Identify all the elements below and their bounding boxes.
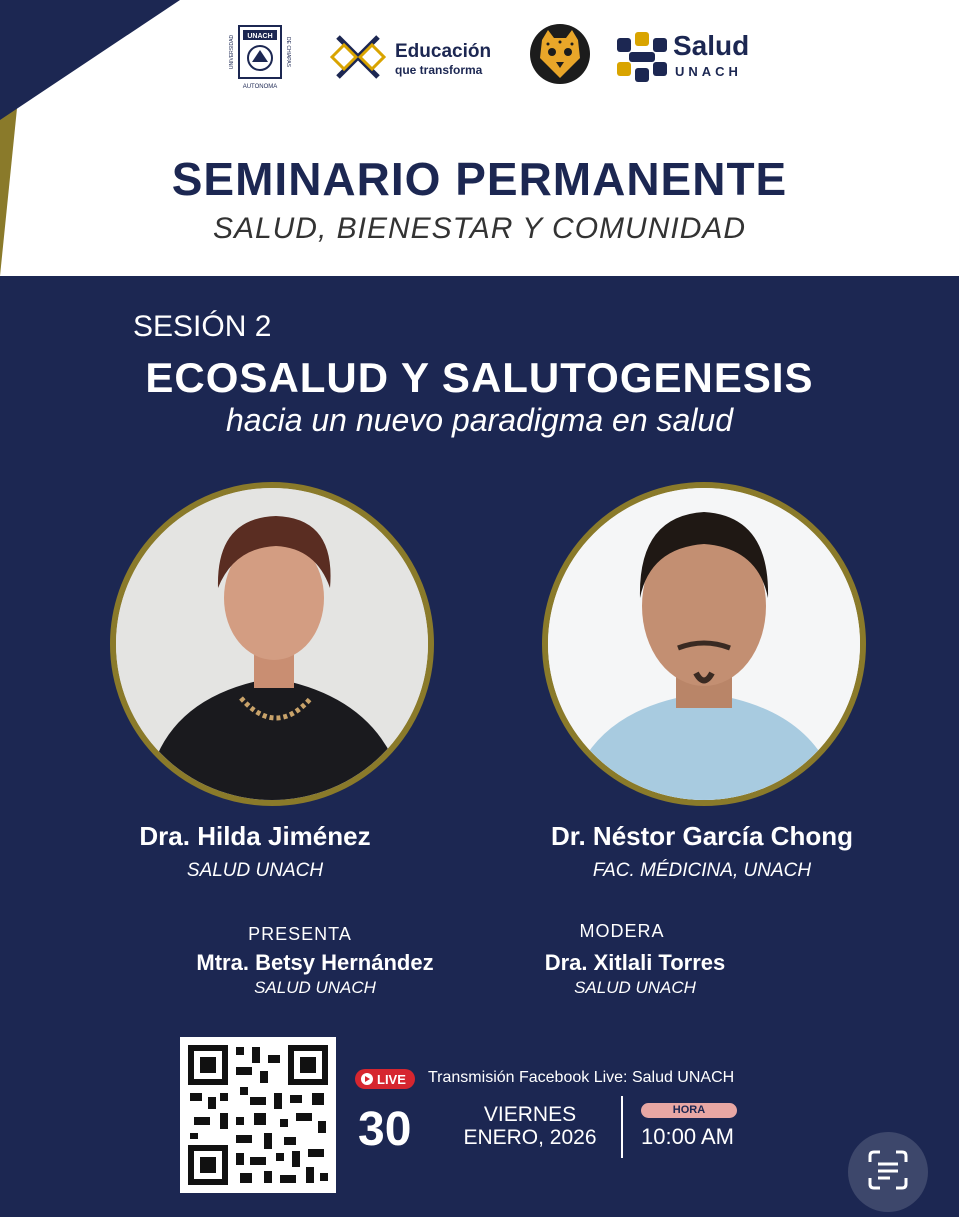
educacion-logo-line2: que transforma [395,63,483,77]
qr-code[interactable] [180,1037,336,1193]
hora-label: HORA [641,1103,737,1118]
speaker-photo-1 [110,482,434,806]
presenter-affiliation: SALUD UNACH [254,978,376,997]
speaker-1-name: Dra. Hilda Jiménez [139,821,371,851]
play-icon [361,1073,373,1085]
jaguar-mascot-logo [528,22,592,86]
educacion-logo-line1: Educación [395,41,492,62]
unach-logo-left: UNIVERSIDAD [229,34,235,70]
qr-code-icon [180,1037,336,1193]
educacion-logo [330,27,510,87]
educacion-emblem-icon [330,27,386,87]
live-label: LIVE [377,1071,406,1087]
salud-logo-line2: UNACH [675,64,742,79]
event-month-year: ENERO, 2026 [463,1126,597,1149]
event-weekday: VIERNES [483,1103,577,1126]
seminar-title: SEMINARIO PERMANENTE [171,153,788,205]
session-topic: ECOSALUD Y SALUTOGENESIS [145,354,814,401]
jaguar-icon [528,22,592,86]
presenter-role: PRESENTA [248,924,352,944]
speaker-1-affiliation: SALUD UNACH [186,860,324,881]
speaker-2-affiliation: FAC. MÉDICINA, UNACH [592,860,812,881]
event-day: 30 [358,1103,412,1156]
salud-unach-logo [615,26,760,86]
moderator-affiliation: SALUD UNACH [574,978,696,997]
unach-logo-right: DE CHIAPAS [285,37,291,67]
event-time: 10:00 AM [641,1124,734,1149]
seminar-subtitle: SALUD, BIENESTAR Y COMUNIDAD [212,212,747,245]
presenter-name: Mtra. Betsy Hernández [196,950,434,975]
live-badge [355,1069,415,1089]
header-banner [0,0,959,276]
session-label: SESIÓN 2 [133,310,272,343]
unach-logo-bottom: AUTONOMA [242,84,278,90]
speaker-2-name: Dr. Néstor García Chong [551,821,853,851]
navy-corner-triangle [0,0,180,120]
session-topic-subtitle: hacia un nuevo paradigma en salud [225,402,734,438]
salud-logo-line1: Salud [673,30,750,61]
scan-text-icon [848,1132,928,1212]
scan-text-button[interactable] [848,1132,928,1212]
stream-info: Transmisión Facebook Live: Salud UNACH [428,1069,735,1086]
moderator-role: MODERA [579,921,665,941]
date-time-divider [621,1096,623,1158]
speaker-photo-2 [542,482,866,806]
salud-cross-icon [615,30,669,84]
moderator-name: Dra. Xitlali Torres [544,950,726,975]
logo-row [220,22,760,92]
unach-logo [225,22,295,92]
unach-logo-text: UNACH [247,33,273,40]
